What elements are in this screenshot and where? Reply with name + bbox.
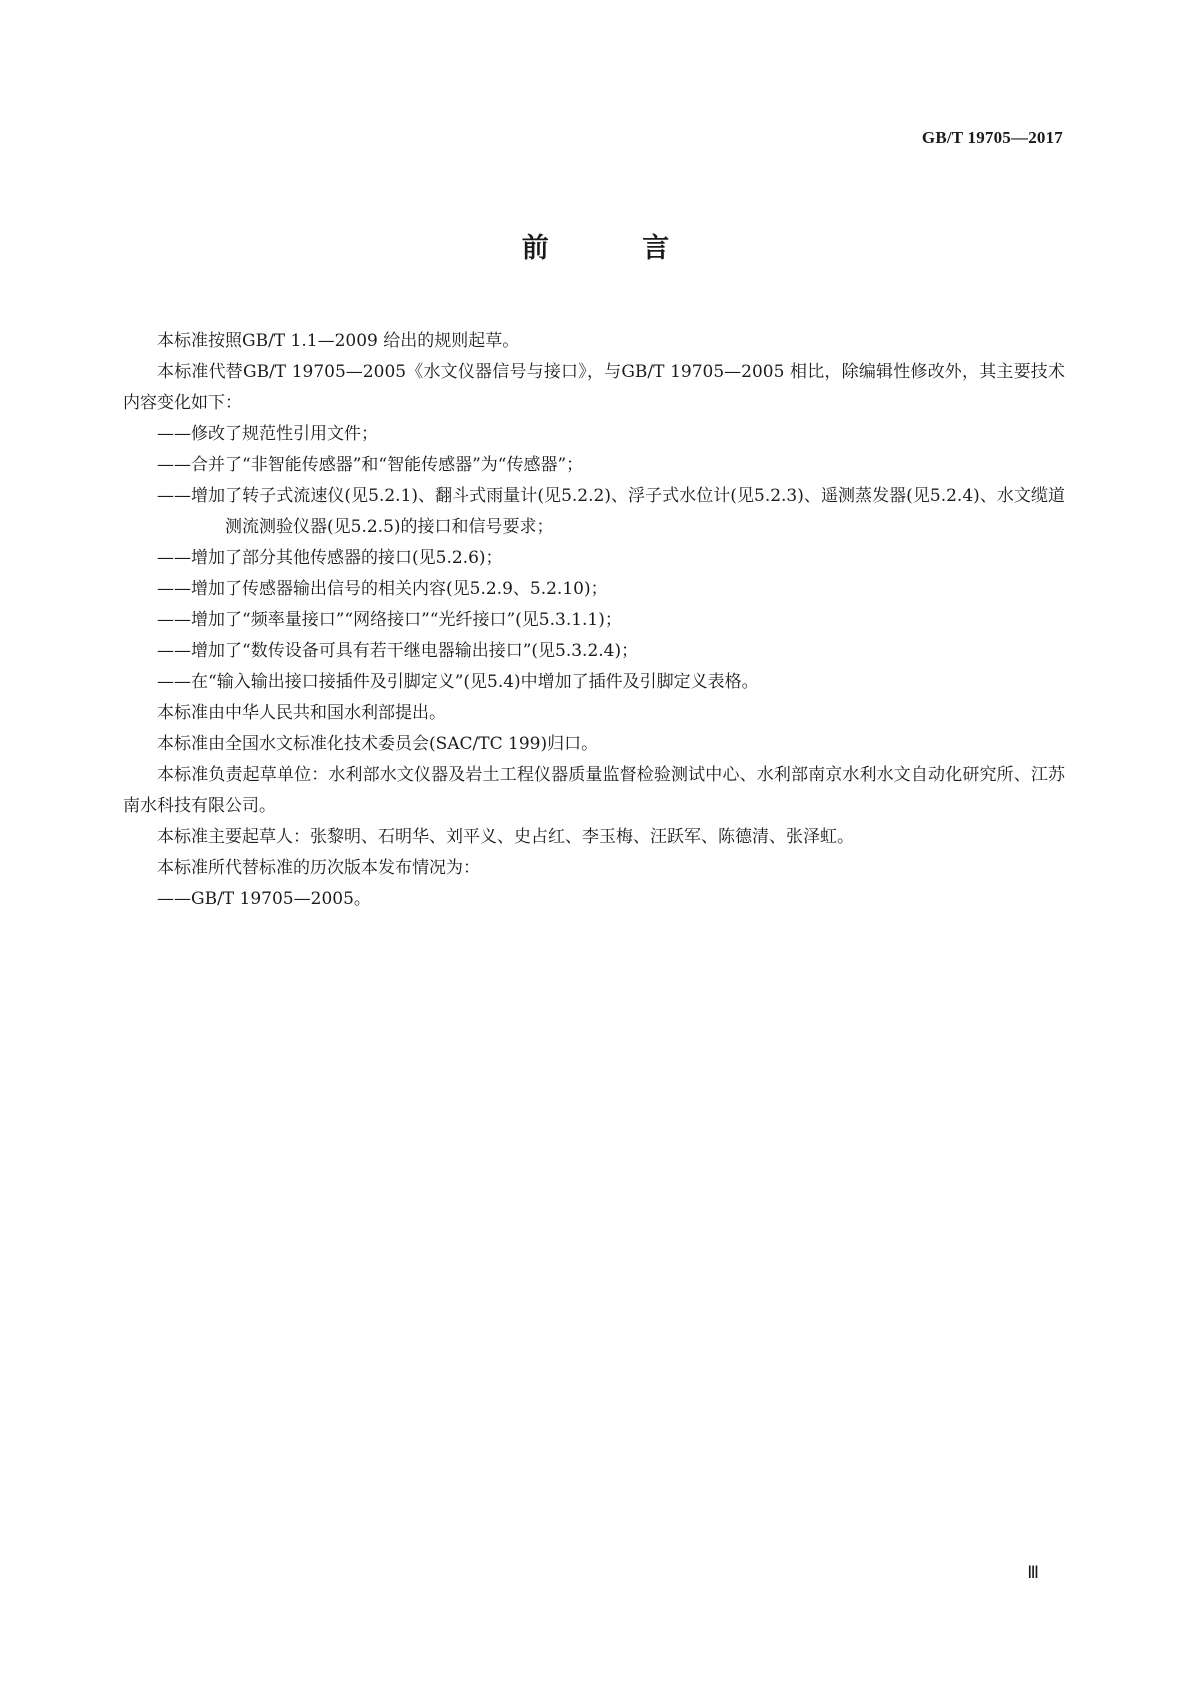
- standard-code: GB/T 19705—2017: [921, 128, 1063, 147]
- change-item: ——增加了转子式流速仪(见5.2.1)、翻斗式雨量计(见5.2.2)、浮子式水位计(见5.2.3)、遥测蒸发器(见5.2.4)、水文缆道测流测验仪器(见5.2.5)的接口和信号要求；: [157, 486, 1065, 537]
- page-number: Ⅲ: [1027, 1563, 1039, 1582]
- paragraph-proposer: 本标准由中华人民共和国水利部提出。: [157, 703, 446, 723]
- change-item: ——增加了部分其他传感器的接口(见5.2.6)；: [157, 548, 503, 568]
- paragraph-drafting-units: 本标准负责起草单位：水利部水文仪器及岩土工程仪器质量监督检验测试中心、水利部南京水利水文自动化研究所、江苏南水科技有限公司。: [123, 765, 1065, 816]
- change-item: ——在“输入输出接口接插件及引脚定义”(见5.4)中增加了插件及引脚定义表格。: [157, 672, 759, 692]
- history-item: ——GB/T 19705—2005。: [157, 889, 371, 909]
- change-item: ——修改了规范性引用文件；: [157, 424, 378, 444]
- paragraph-drafting-rules: 本标准按照GB/T 1.1—2009 给出的规则起草。: [157, 331, 520, 351]
- change-item: ——增加了传感器输出信号的相关内容(见5.2.9、5.2.10)；: [157, 579, 608, 599]
- foreword-body: [123, 326, 1065, 915]
- change-item: ——合并了“非智能传感器”和“智能传感器”为“传感器”；: [157, 455, 584, 475]
- paragraph-drafters: 本标准主要起草人：张黎明、石明华、刘平义、史占红、李玉梅、汪跃军、陈德清、张泽虹。: [157, 827, 854, 847]
- page-title: 前 言: [521, 233, 712, 264]
- paragraph-history-intro: 本标准所代替标准的历次版本发布情况为：: [157, 858, 480, 878]
- paragraph-replacement: 本标准代替GB/T 19705—2005《水文仪器信号与接口》，与GB/T 19705—2005 相比，除编辑性修改外，其主要技术内容变化如下：: [123, 362, 1065, 413]
- paragraph-committee: 本标准由全国水文标准化技术委员会(SAC/TC 199)归口。: [157, 734, 599, 754]
- change-item: ——增加了“频率量接口”“网络接口”“光纤接口”(见5.3.1.1)；: [157, 610, 622, 630]
- change-item: ——增加了“数传设备可具有若干继电器输出接口”(见5.3.2.4)；: [157, 641, 639, 661]
